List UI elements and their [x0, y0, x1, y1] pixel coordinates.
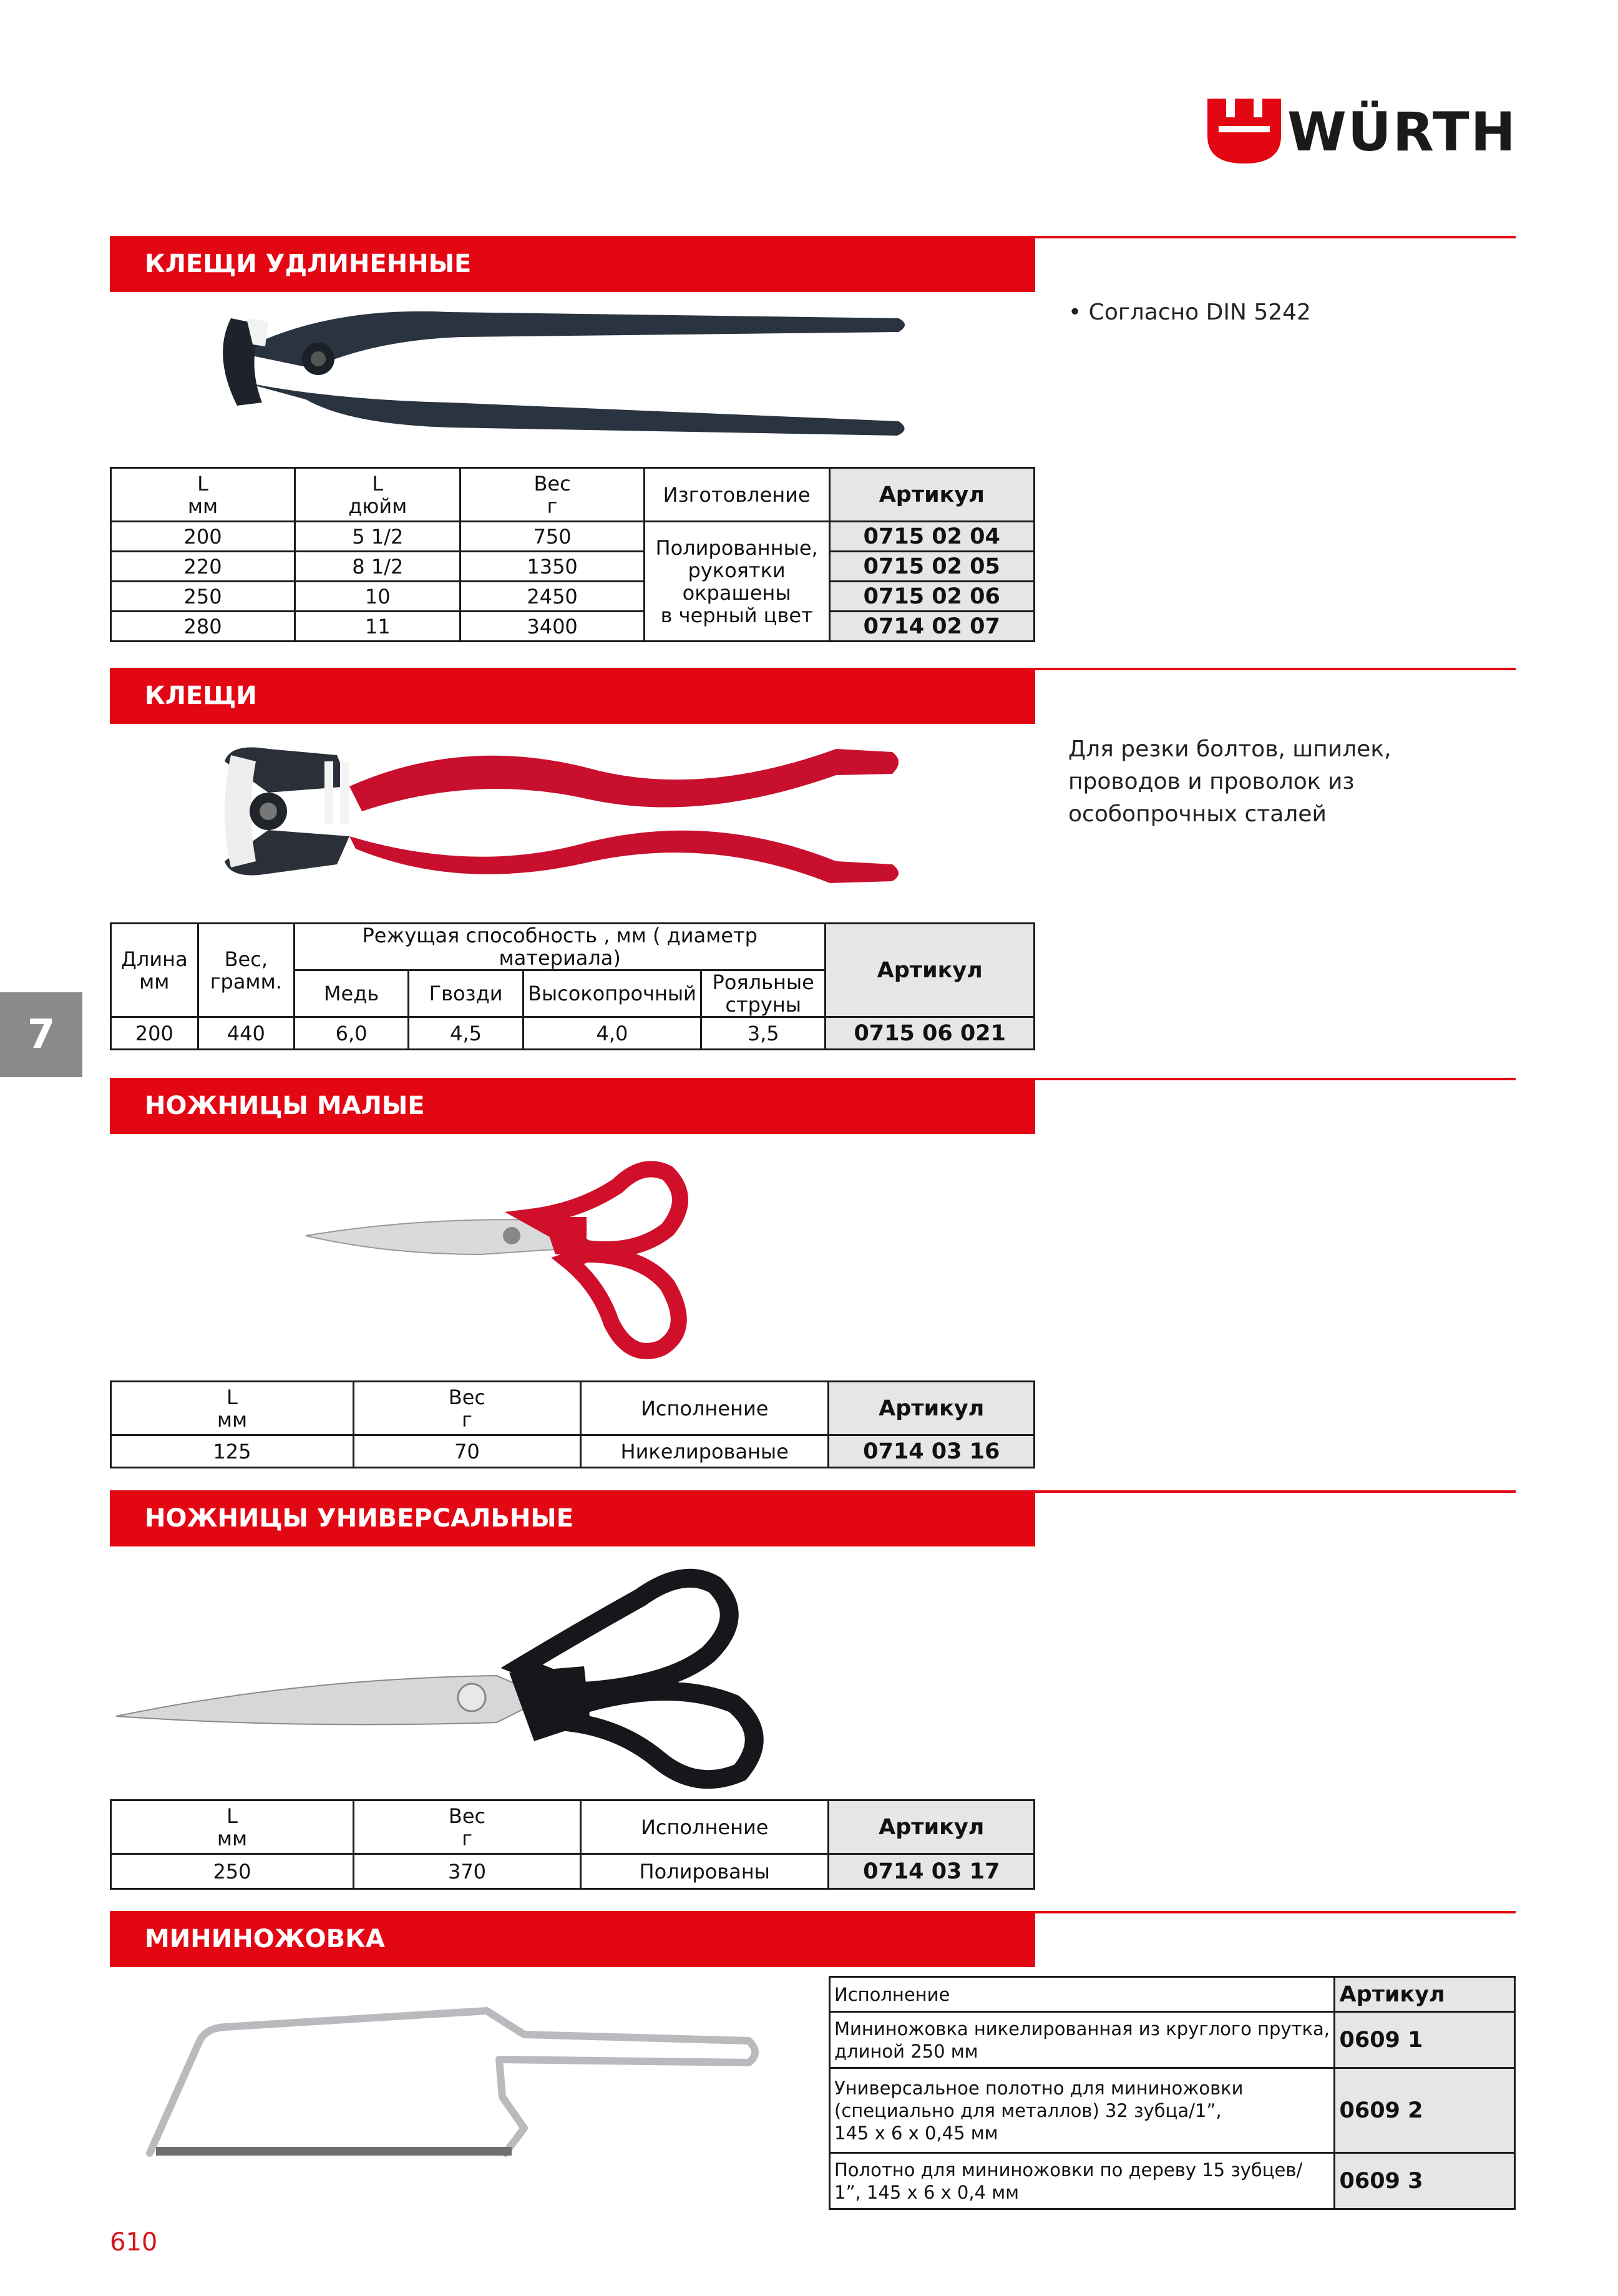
cell-weight: 70 [353, 1435, 580, 1468]
col-header-high-strength: Высокопрочный [523, 970, 701, 1017]
cell-article: 0714 02 07 [829, 612, 1034, 642]
universal-scissors-table [110, 1799, 1035, 1890]
section-title-small-scissors: НОЖНИЦЫ МАЛЫЕ [110, 1078, 1035, 1134]
cell-weight: 3400 [461, 612, 644, 642]
col-header-weight: Вес, грамм. [198, 924, 294, 1017]
cell-inch: 5 1/2 [295, 522, 461, 552]
col-header-length: L мм [111, 1800, 354, 1854]
wurth-logo-mark [1207, 99, 1281, 164]
col-header-execution: Исполнение [580, 1382, 829, 1435]
cell-length: 200 [111, 1017, 198, 1050]
col-header-execution: Исполнение [581, 1800, 829, 1854]
col-header-article: Артикул [829, 1382, 1035, 1435]
col-header-article: Артикул [826, 924, 1035, 1017]
section-title-long-pincers: КЛЕЩИ УДЛИНЕННЫЕ [110, 236, 1035, 292]
col-header-nails: Гвозди [409, 970, 524, 1017]
cell-weight: 1350 [461, 552, 644, 582]
cell-finish: Полированные, рукоятки окрашены в черный цвет [644, 522, 829, 642]
universal-scissors-image [110, 1554, 796, 1797]
chapter-tab: 7 [0, 992, 82, 1077]
cell-length: 200 [111, 522, 295, 552]
cell-length: 125 [111, 1435, 354, 1468]
section-rule [1035, 1078, 1516, 1080]
cell-inch: 11 [295, 612, 461, 642]
section-rule [1035, 1490, 1516, 1493]
pincers-image [212, 736, 924, 886]
col-header-finish: Изготовление [644, 468, 829, 522]
col-header-article: Артикул [1335, 1977, 1515, 2012]
long-pincers-table [110, 467, 1035, 642]
cell-nails: 4,5 [409, 1017, 524, 1050]
col-header-length: L мм [111, 1382, 354, 1435]
cell-inch: 8 1/2 [295, 552, 461, 582]
cell-length: 220 [111, 552, 295, 582]
long-pincers-image [187, 293, 936, 456]
wurth-logo [1207, 99, 1519, 167]
cell-article: 0609 1 [1335, 2012, 1515, 2068]
page-number: 610 [110, 2228, 158, 2257]
col-header-weight: Вес г [353, 1382, 580, 1435]
section-note-din: • Согласно DIN 5242 [1068, 300, 1311, 325]
cell-execution: Никелированые [580, 1435, 829, 1468]
col-header-cutting-capacity: Режущая способность , мм ( диаметр материала) [295, 924, 826, 970]
cell-article: 0715 06 021 [826, 1017, 1035, 1050]
cell-execution: Полотно для мининожовки по дереву 15 зубцев/ 1”, 145 x 6 x 0,4 мм [830, 2153, 1335, 2209]
pincers-table [110, 922, 1035, 1050]
col-header-article: Артикул [829, 468, 1034, 522]
col-header-weight: Вес г [461, 468, 644, 522]
cell-weight: 440 [198, 1017, 294, 1050]
section-rule [1035, 668, 1516, 670]
cell-execution: Полированы [581, 1854, 829, 1889]
cell-article: 0715 02 04 [829, 522, 1034, 552]
col-header-piano-wire: Рояльные струны [701, 970, 826, 1017]
cell-article: 0714 03 17 [829, 1854, 1035, 1889]
section-title-pincers: КЛЕЩИ [110, 668, 1035, 724]
col-header-length: Длина мм [111, 924, 198, 1017]
cell-high-strength: 4,0 [523, 1017, 701, 1050]
cell-weight: 2450 [461, 582, 644, 612]
section-title-mini-hacksaw: МИНИНОЖОВКА [110, 1911, 1035, 1967]
cell-article: 0715 02 06 [829, 582, 1034, 612]
col-header-length-inch: L дюйм [295, 468, 461, 522]
section-rule [1035, 236, 1516, 238]
cell-copper: 6,0 [295, 1017, 409, 1050]
cell-article: 0609 3 [1335, 2153, 1515, 2209]
mini-hacksaw-table [829, 1976, 1516, 2210]
cell-piano-wire: 3,5 [701, 1017, 826, 1050]
col-header-length: L мм [111, 468, 295, 522]
col-header-execution: Исполнение [830, 1977, 1335, 2012]
col-header-copper: Медь [295, 970, 409, 1017]
small-scissors-table [110, 1380, 1035, 1468]
cell-execution: Универсальное полотно для мининожовки (специально для металлов) 32 зубца/1”, 145 x 6 x 0,45 мм [830, 2068, 1335, 2153]
cell-length: 280 [111, 612, 295, 642]
section-rule [1035, 1911, 1516, 1913]
cell-length: 250 [111, 1854, 354, 1889]
cell-length: 250 [111, 582, 295, 612]
col-header-article: Артикул [829, 1800, 1035, 1854]
cell-article: 0714 03 16 [829, 1435, 1035, 1468]
section-title-universal-scissors: НОЖНИЦЫ УНИВЕРСАЛЬНЫЕ [110, 1490, 1035, 1546]
mini-hacksaw-image [137, 1966, 786, 2172]
cell-article: 0715 02 05 [829, 552, 1034, 582]
cell-article: 0609 2 [1335, 2068, 1515, 2153]
brand-name: WÜRTH [1287, 101, 1517, 164]
cell-inch: 10 [295, 582, 461, 612]
cell-execution: Мининожовка никелированная из круглого прутка, длиной 250 мм [830, 2012, 1335, 2068]
section-note-cutting: Для резки болтов, шпилек, проводов и проволок из особопрочных сталей [1068, 736, 1391, 827]
small-scissors-image [293, 1148, 824, 1373]
col-header-weight: Вес г [353, 1800, 580, 1854]
cell-weight: 370 [353, 1854, 580, 1889]
cell-weight: 750 [461, 522, 644, 552]
